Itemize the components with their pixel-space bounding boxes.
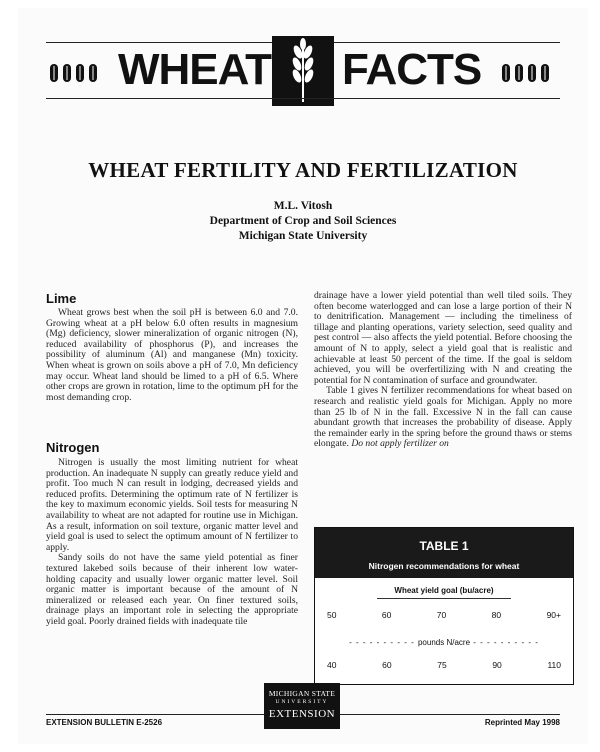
n-rate-cell: 90 (492, 660, 502, 670)
bulletin-page (18, 8, 588, 744)
bulletin-number: EXTENSION BULLETIN E-2526 (46, 718, 163, 727)
masthead-bottom-rule (46, 98, 560, 99)
n-rate-row (327, 660, 561, 670)
yield-goal-row (327, 610, 561, 620)
n-rate-cell: 60 (382, 660, 392, 670)
msu-extension-logo (264, 683, 340, 729)
department: Department of Crop and Soil Sciences (209, 215, 397, 227)
yield-goal-cell: 60 (381, 610, 392, 620)
n-rate-cell: 40 (327, 660, 337, 670)
table-1 (314, 527, 574, 685)
author: M.L. Vitosh (273, 200, 333, 212)
right-paragraph-2-italic: Do not apply fertilizer on (351, 438, 449, 450)
yield-goal-cell: 80 (491, 610, 502, 620)
lime-text (46, 308, 298, 403)
yield-label-rule (377, 598, 511, 599)
university: Michigan State University (238, 230, 368, 242)
unit-label: pounds N/acre (417, 638, 471, 647)
masthead (18, 36, 588, 106)
wheat-sheaf-icon-left (48, 62, 108, 84)
yield-goal-label: Wheat yield goal (bu/acre) (394, 586, 494, 595)
nitrogen-heading: Nitrogen (46, 440, 100, 455)
nitrogen-paragraph-1: Nitrogen is usually the most limiting nutrient for wheat production. An inadequate N supply can greatly reduce yield and profit. Too much N can result in lodging, decreased yields and reduced profits. Determining the optimum rate of N fertilizer is the key to maximum economic yields. Soil tests for measuring N availability to wheat are not adapted for routine use in Michigan. As a result, information on soil texture, organic matter level and yield goal is used to select the optimum amount of N fertilizer to apply. (46, 457, 298, 553)
n-rate-cell: 110 (547, 660, 561, 670)
yield-goal-cell: 90+ (546, 610, 561, 620)
msu-name: MICHIGAN STATE (268, 689, 336, 698)
right-paragraph-2-text: Table 1 gives N fertilizer recommendations for wheat based on research and realistic yield goals for Michigan. Apply no more than 25 lb of N in the fall. Excessive N in the fall can cause abundant growth that increases the probability of disease. Apply the remainder early in the spring before the ground thaws or stems elongate. (314, 385, 572, 450)
right-paragraph-2 (314, 386, 572, 450)
n-rate-cell: 75 (437, 660, 447, 670)
right-column-text (314, 291, 572, 450)
msu-extension: EXTENSION (268, 708, 336, 720)
yield-goal-cell: 70 (436, 610, 447, 620)
unit-row: - - - - - - - - - - pounds N/acre - - - - - - - - - - (349, 638, 539, 647)
table-header (315, 528, 573, 578)
lime-heading: Lime (46, 291, 77, 306)
nitrogen-paragraph-2: Sandy soils do not have the same yield potential as finer textured lakebed soils because of their inherent low water-holding capacity and usually lower organic matter level. Soil organic matter is important because of the amount of N mineralized or released each year. On finer textured soils, drainage plays an important role in selecting the appropriate yield goal. Poorly drained fields with inadequate tile (46, 552, 298, 627)
right-paragraph-1: drainage have a lower yield potential than well tiled soils. They often become waterlogged and can lose a large portion of their N to denitrification. Management — including the timeliness of tillage and planting operations, variety selection, seed quality and pest control — also affects the yield potential. Before choosing the amount of N to apply, select a yield goal that is realistic and achievable at least 50 percent of the time. If the goal is seldom achieved, you will be overfertilizing with N and creating the potential for N contamination of surface and groundwater. (314, 290, 572, 386)
lime-paragraph: Wheat grows best when the soil pH is between 6.0 and 7.0. Growing wheat at a pH below 6.0 often results in magnesium (Mg) deficiency, slower mineralization of organic nitrogen (N), reduced availability of phosphorus (P), and increases the possibility of aluminum (Al) and manganese (Mn) toxicity. When wheat is grown on soils above a pH of 7.0, Mn deficiency may occur. Wheat land should be limed to a pH of 6.5. Where other crops are grown in rotation, lime to the optimum pH for the most demanding crop. (46, 307, 298, 403)
msu-university: UNIVERSITY (275, 699, 329, 705)
yield-goal-cell: 50 (327, 610, 337, 620)
wheat-logo-icon (272, 36, 334, 106)
table-subtitle: Nitrogen recommendations for wheat (368, 561, 520, 571)
document-title: WHEAT FERTILITY AND FERTILIZATION (88, 158, 518, 182)
wheat-sheaf-icon-right (500, 62, 560, 84)
table-title: TABLE 1 (419, 539, 469, 553)
reprint-date: Reprinted May 1998 (484, 718, 560, 727)
masthead-wheat: WHEAT (118, 45, 272, 94)
masthead-facts: FACTS (342, 45, 482, 94)
nitrogen-text (46, 458, 298, 628)
